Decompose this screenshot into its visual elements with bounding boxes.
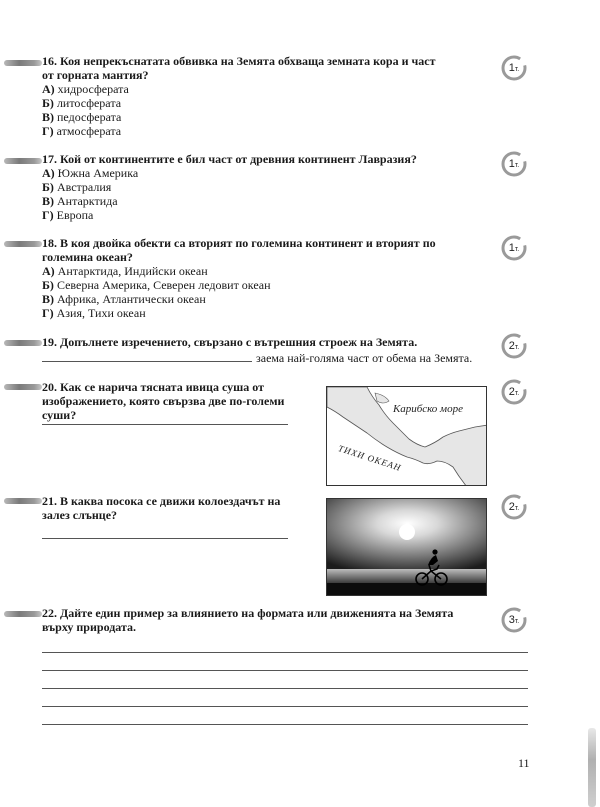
points-badge: 1т.: [500, 234, 528, 262]
question-marker: [4, 384, 42, 390]
answer-line[interactable]: [42, 688, 528, 689]
option-a[interactable]: А) хидросферата: [42, 82, 129, 96]
question-17: [42, 152, 442, 222]
map-image: [327, 387, 487, 486]
points-badge: 3т.: [500, 606, 528, 634]
points-badge: 1т.: [500, 54, 528, 82]
points-badge: 2т.: [500, 378, 528, 406]
question-title: 19. Допълнете изречението, свързано с вътрешния строеж на Земята.: [42, 335, 418, 349]
answer-line[interactable]: [42, 424, 288, 425]
question-title: 20. Как се нарича тясната ивица суша от изображението, която свързва две по-големи суши?: [42, 380, 285, 422]
fill-in-sentence: заема най-голяма част от обема на Земята.: [256, 351, 473, 365]
question-marker: [4, 158, 42, 164]
option-a[interactable]: А) Антарктида, Индийски океан: [42, 264, 208, 278]
answer-line[interactable]: [42, 361, 252, 362]
option-d[interactable]: Г) атмосферата: [42, 124, 122, 138]
question-marker: [4, 611, 42, 617]
option-c[interactable]: В) педосферата: [42, 110, 122, 124]
question-16: [42, 54, 442, 138]
option-b[interactable]: Б) литосферата: [42, 96, 122, 110]
option-c[interactable]: В) Антарктида: [42, 194, 118, 208]
answer-line[interactable]: [42, 538, 288, 539]
option-b[interactable]: Б) Австралия: [42, 180, 112, 194]
question-title: 22. Дайте един пример за влиянието на формата или движенията на Земята върху природата.: [42, 606, 454, 634]
option-b[interactable]: Б) Северна Америка, Северен ледовит океан: [42, 278, 271, 292]
question-22: [42, 606, 472, 634]
pacific-ocean-label: ТИХИ ОКЕАН: [337, 443, 403, 473]
question-title: 17. Кой от континентите е бил част от древния континент Лавразия?: [42, 152, 417, 166]
points-badge: 2т.: [500, 493, 528, 521]
question-marker: [4, 60, 42, 66]
question-title: 21. В каква посока се движи колоездачът на залез слънце?: [42, 494, 281, 522]
points-badge: 2т.: [500, 332, 528, 360]
page-edge-marker: [588, 728, 596, 807]
question-title: 16. Коя непрекъснатата обвивка на Земята обхваща земната кора и част от горната мантия?: [42, 54, 436, 82]
sunset-image: [327, 499, 487, 596]
caribbean-sea-label: Карибско море: [393, 403, 463, 415]
question-title: 18. В коя двойка обекти са вторият по големина континент и вторият по големина океан?: [42, 236, 436, 264]
answer-line[interactable]: [42, 670, 528, 671]
answer-line[interactable]: [42, 724, 528, 725]
answer-line[interactable]: [42, 652, 528, 653]
question-marker: [4, 498, 42, 504]
points-badge: 1т.: [500, 150, 528, 178]
question-19: [42, 335, 482, 349]
isthmus-map: [326, 386, 487, 486]
question-marker: [4, 241, 42, 247]
page-number: 11: [518, 756, 530, 770]
question-21: [42, 494, 302, 522]
question-20: [42, 380, 317, 422]
answer-line[interactable]: [42, 706, 528, 707]
question-marker: [4, 340, 42, 346]
option-c[interactable]: В) Африка, Атлантически океан: [42, 292, 206, 306]
option-d[interactable]: Г) Азия, Тихи океан: [42, 306, 146, 320]
option-d[interactable]: Г) Европа: [42, 208, 94, 222]
question-18: [42, 236, 442, 320]
option-a[interactable]: А) Южна Америка: [42, 166, 139, 180]
cyclist-sunset-photo: [326, 498, 487, 596]
